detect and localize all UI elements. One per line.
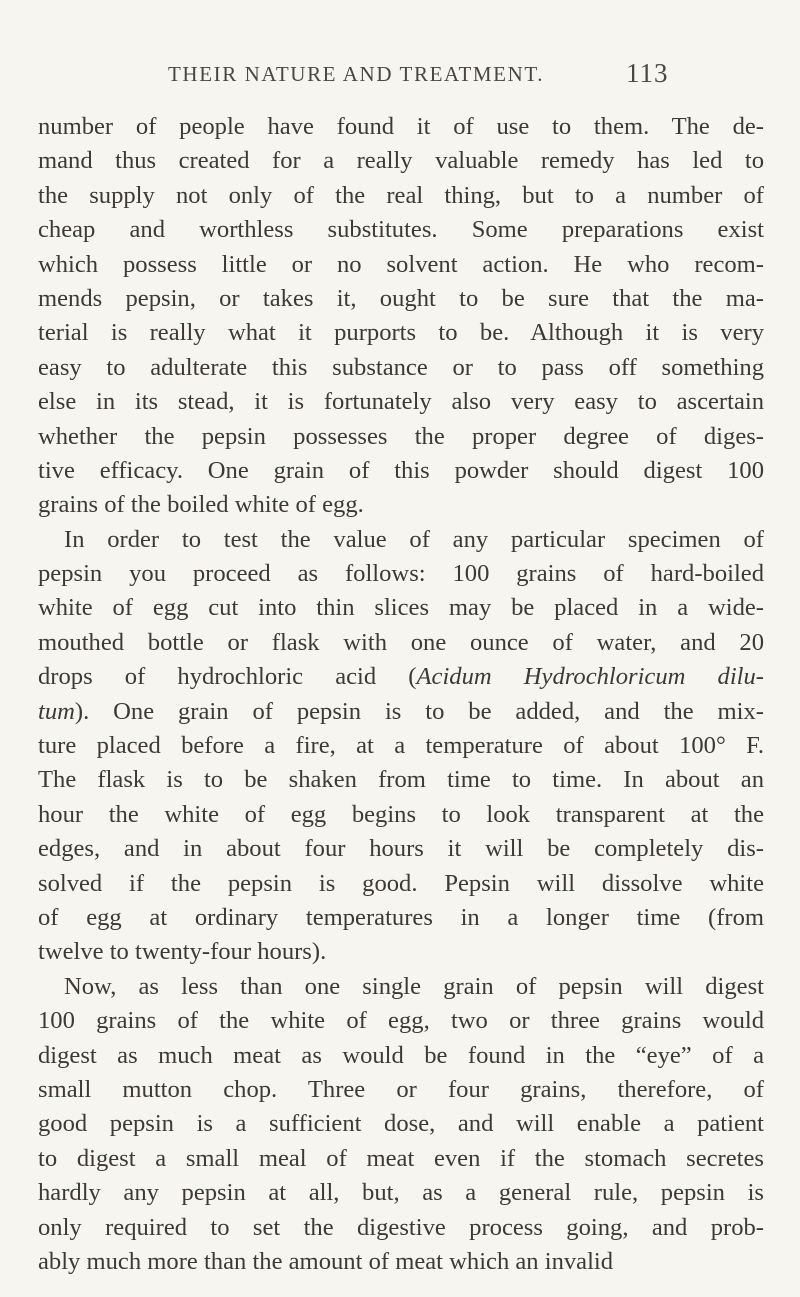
text-line: terial is really what it purports to be. Although it is very	[38, 319, 764, 347]
text-line: hardly any pepsin at all, but, as a general rule, pepsin is	[38, 1179, 764, 1207]
text-line: 100 grains of the white of egg, two or three grains would	[38, 1007, 764, 1035]
text-line: tive efficacy. One grain of this powder should digest 100	[38, 456, 764, 484]
text-line: edges, and in about four hours it will be completely dis-	[38, 835, 764, 863]
text-line: drops of hydrochloric acid (Acidum Hydrochloricum dilu-	[38, 663, 764, 691]
text-line: easy to adulterate this substance or to pass off something	[38, 353, 764, 381]
text-line: number of people have found it of use to them. The de-	[38, 113, 764, 140]
text-line: good pepsin is a sufficient dose, and will enable a patient	[38, 1110, 764, 1138]
text-line: solved if the pepsin is good. Pepsin will dissolve white	[38, 869, 764, 897]
text-line: The flask is to be shaken from time to time. In about an	[38, 766, 764, 794]
text-line: white of egg cut into thin slices may be placed in a wide-	[38, 594, 764, 622]
text-line: whether the pepsin possesses the proper degree of diges-	[38, 422, 764, 450]
text-line: small mutton chop. Three or four grains, therefore, of	[38, 1075, 764, 1103]
paragraph-end-line: grains of the boiled white of egg.	[38, 491, 364, 519]
page-number: 113	[626, 58, 669, 88]
text-line: tum). One grain of pepsin is to be added, and the mix-	[38, 697, 764, 725]
text-line: mends pepsin, or takes it, ought to be sure that the ma-	[38, 284, 764, 312]
text-line: pepsin you proceed as follows: 100 grains of hard-boiled	[38, 560, 764, 588]
text-line: to digest a small meal of meat even if the stomach secretes	[38, 1144, 764, 1172]
text-line: cheap and worthless substitutes. Some preparations exist	[38, 216, 764, 244]
text-line: mand thus created for a really valuable remedy has led to	[38, 147, 764, 175]
running-head	[0, 58, 800, 102]
text-line: mouthed bottle or flask with one ounce of water, and 20	[38, 628, 764, 656]
text-line: only required to set the digestive process going, and prob-	[38, 1213, 764, 1241]
text-line: else in its stead, it is fortunately also very easy to ascertain	[38, 388, 764, 416]
running-title: THEIR NATURE AND TREATMENT.	[168, 62, 545, 86]
text-line: digest as much meat as would be found in the “eye” of a	[38, 1041, 764, 1069]
text-line: the supply not only of the real thing, but to a number of	[38, 181, 764, 209]
text-line: of egg at ordinary temperatures in a longer time (from	[38, 903, 764, 931]
paragraph-end-line: twelve to twenty-four hours).	[38, 938, 327, 966]
text-line: ture placed before a fire, at a temperature of about 100° F.	[38, 732, 764, 760]
paragraph-start-line: In order to test the value of any particular specimen of	[64, 525, 764, 553]
text-line: ably much more than the amount of meat which an invalid	[38, 1247, 614, 1275]
text-line: which possess little or no solvent action. He who recom-	[38, 250, 764, 278]
paragraph-start-line: Now, as less than one single grain of pepsin will digest	[64, 972, 764, 1000]
text-line: hour the white of egg begins to look transparent at the	[38, 800, 764, 828]
body-text	[38, 110, 764, 1279]
